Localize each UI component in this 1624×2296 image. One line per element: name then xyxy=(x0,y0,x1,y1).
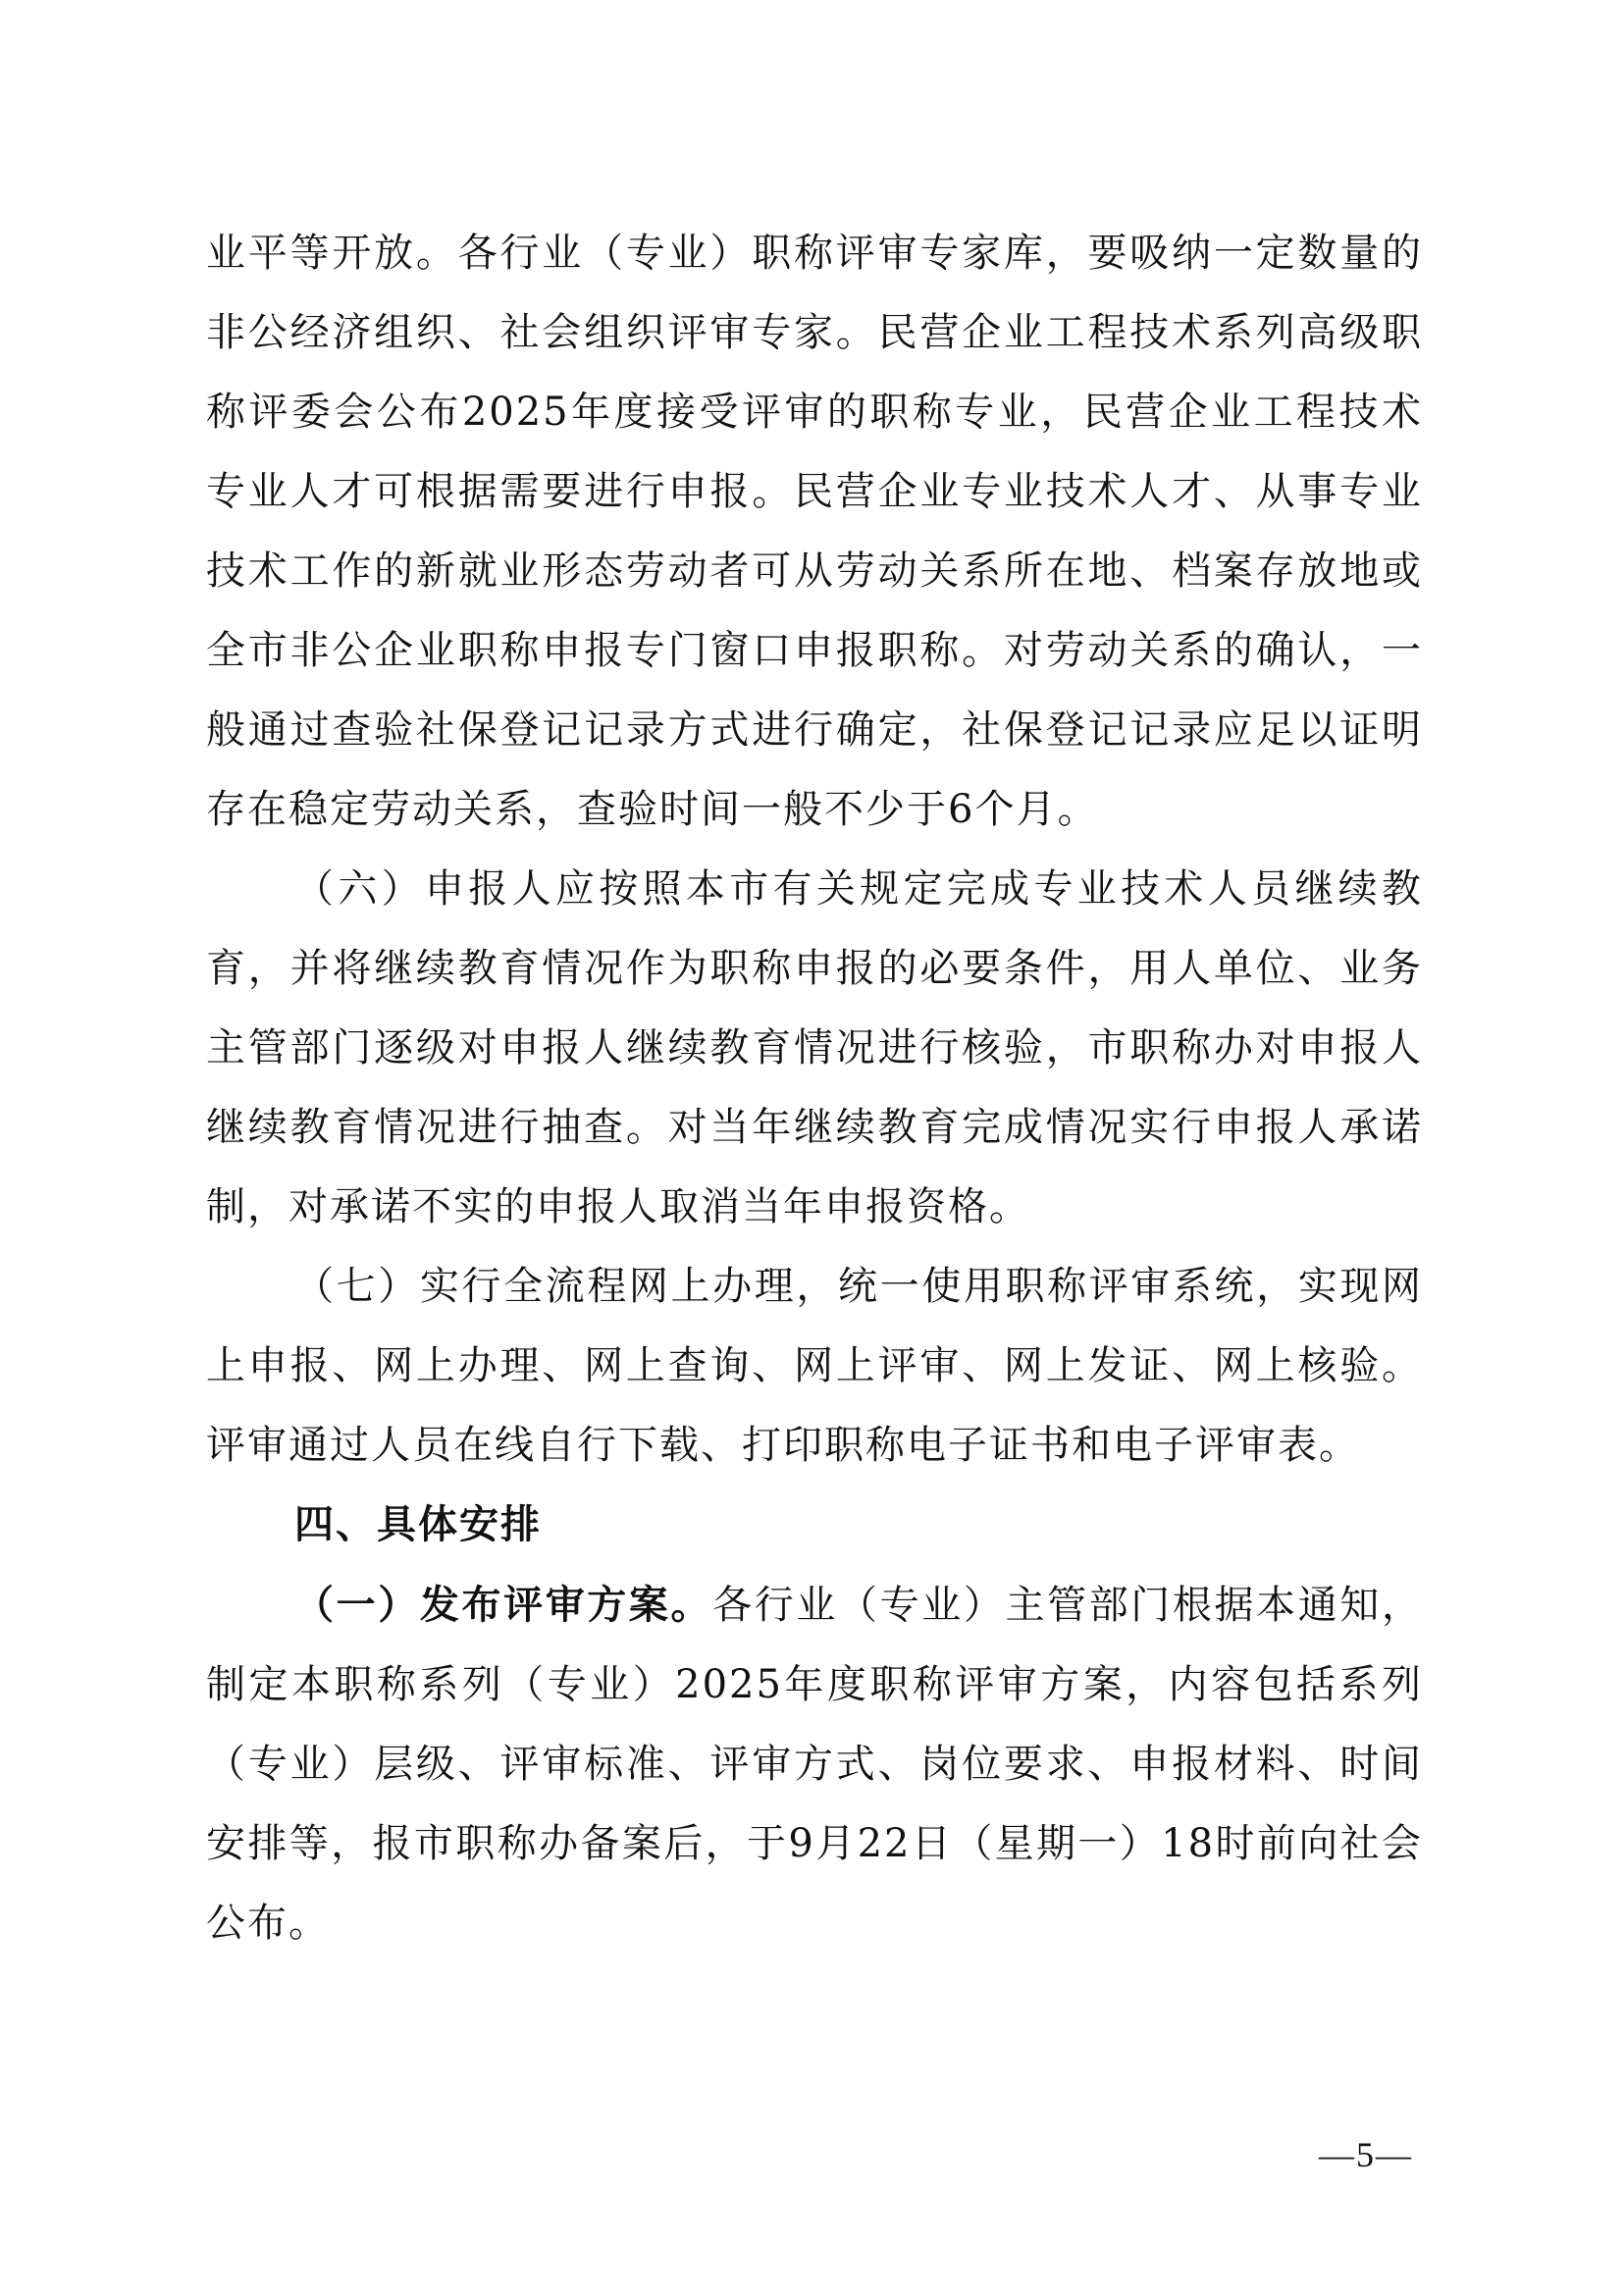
section-heading: 四、具体安排 xyxy=(294,1502,542,1547)
body-text xyxy=(206,214,1423,1963)
paragraph-item-6: （六）申报人应按照本市有关规定完成专业技术人员继续教育，并将继续教育情况作为职称申报的必要条件，用人单位、业务主管部门逐级对申报人继续教育情况进行核验，市职称办对申报人继续教育情况进行抽查。对当年继续教育完成情况实行申报人承诺制，对承诺不实的申报人取消当年申报资格。 xyxy=(206,866,1423,1229)
page-number: —5— xyxy=(1319,2135,1413,2174)
paragraph-body: 各行业（专业）主管部门根据本通知，制定本职称系列（专业）2025年度职称评审方案，内容包括系列（专业）层级、评审标准、评审方式、岗位要求、申报材料、时间安排等，报市职称办备案后，于9月22日（星期一）18时前向社会公布。 xyxy=(206,1583,1424,1946)
paragraph-item-7: （七）实行全流程网上办理，统一使用职称评审系统，实现网上申报、网上办理、网上查询、网上评审、网上发证、网上核验。评审通过人员在线自行下载、打印职称电子证书和电子评审表。 xyxy=(206,1264,1423,1468)
paragraph-continuation: 业平等开放。各行业（专业）职称评审专家库，要吸纳一定数量的非公经济组织、社会组织评审专家。民营企业工程技术系列高级职称评委会公布2025年度接受评审的职称专业，民营企业工程技术专业人才可根据需要进行申报。民营企业专业技术人才、从事专业技术工作的新就业形态劳动者可从劳动关系所在地、档案存放地或全市非公企业职称申报专门窗口申报职称。对劳动关系的确认，一般通过查验社保登记记录方式进行确定，社保登记记录应足以证明存在稳定劳动关系，查验时间一般不少于6个月。 xyxy=(206,231,1423,832)
paragraph-section-item-1 xyxy=(206,1565,1423,1963)
paragraph-lead: （一）发布评审方案。 xyxy=(294,1582,713,1628)
